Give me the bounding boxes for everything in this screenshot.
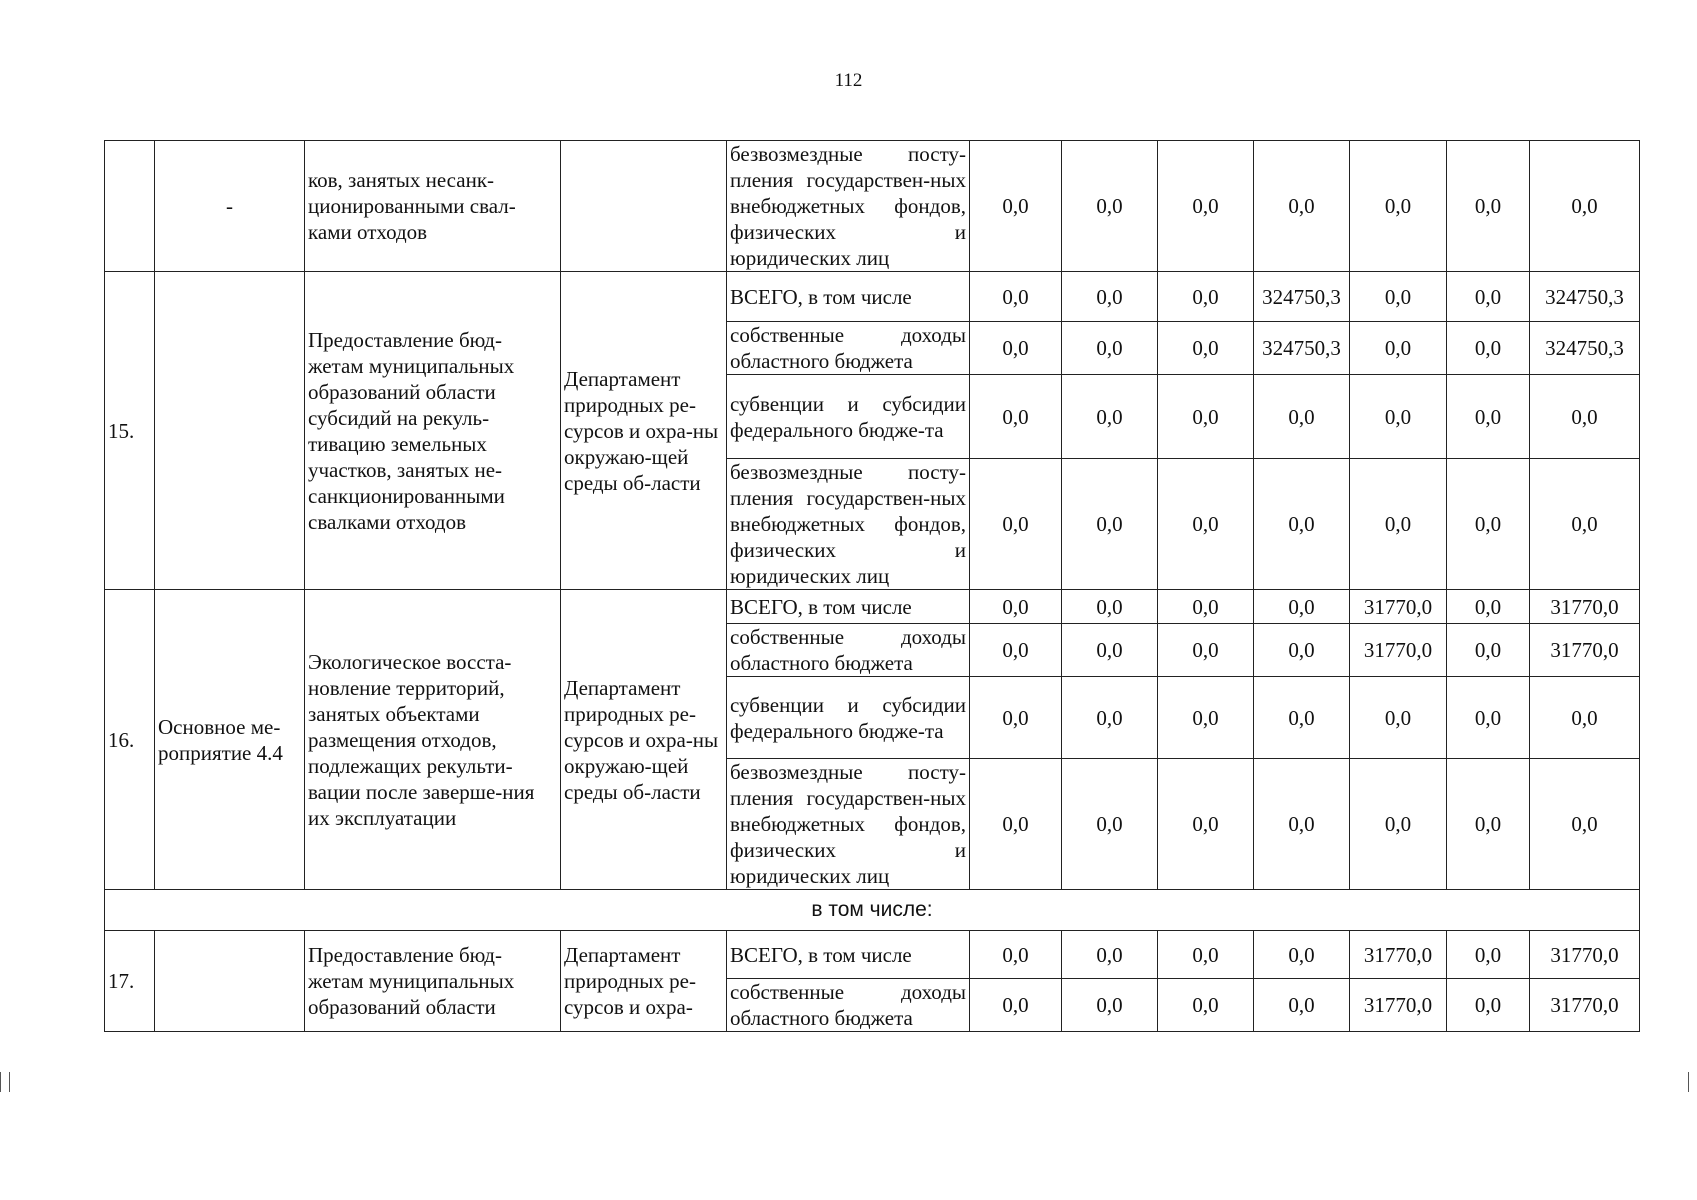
row-number-cell: 17. [105,931,155,1032]
value-cell: 31770,0 [1350,624,1447,677]
value-cell: 324750,3 [1530,322,1640,375]
value-cell: 0,0 [1447,375,1530,459]
value-cell: 0,0 [970,590,1062,624]
value-cell: 0,0 [1158,677,1254,759]
value-cell: 0,0 [1158,624,1254,677]
value-cell: 324750,3 [1254,322,1350,375]
value-cell: 0,0 [1158,459,1254,590]
value-cell: 0,0 [1447,979,1530,1032]
value-cell: 0,0 [1447,624,1530,677]
value-cell: 0,0 [1062,322,1158,375]
value-cell: 0,0 [970,322,1062,375]
row-number-cell: 15. [105,272,155,590]
value-cell: 0,0 [1158,759,1254,890]
value-cell: 0,0 [1254,141,1350,272]
funding-source-cell: субвенции и субсидии федерального бюдже-та [727,677,970,759]
binding-mark-left [0,1072,10,1092]
row-number-cell [105,141,155,272]
value-cell: 0,0 [1447,931,1530,979]
value-cell: 0,0 [1447,141,1530,272]
value-cell: 0,0 [1254,459,1350,590]
value-cell: 0,0 [970,624,1062,677]
value-cell: 0,0 [1254,979,1350,1032]
funding-source-cell: ВСЕГО, в том числе [727,272,970,322]
table-row-continuation [105,141,1640,272]
value-cell: 0,0 [970,979,1062,1032]
value-cell: 0,0 [970,759,1062,890]
value-cell: 0,0 [1530,759,1640,890]
measure-name-cell: Экологическое восста-новление территорий, занятых объектами размещения отходов, подлежащих рекульти-вации после заверше-ния их эксплуатации [305,590,561,890]
funding-source-cell: собственные доходы областного бюджета [727,979,970,1032]
executor-cell: Департамент природных ре-сурсов и охра-ны окружаю-щей среды об-ласти [561,272,727,590]
value-cell: 0,0 [970,677,1062,759]
funding-source-cell: безвозмездные посту-пления государствен-ных внебюджетных фондов, физических и юридических лиц [727,459,970,590]
value-cell: 0,0 [1447,677,1530,759]
value-cell: 0,0 [1158,272,1254,322]
value-cell: 0,0 [1158,931,1254,979]
event-cell [155,272,305,590]
value-cell: 0,0 [1447,459,1530,590]
value-cell: 0,0 [1350,459,1447,590]
value-cell: 324750,3 [1530,272,1640,322]
measure-name-cell: Предоставление бюд-жетам муниципальных образований области субсидий на рекуль-тивацию земельных участков, занятых не-санкционированными свалками отходов [305,272,561,590]
value-cell: 0,0 [1350,141,1447,272]
value-cell: 0,0 [1062,931,1158,979]
funding-source-cell: ВСЕГО, в том числе [727,931,970,979]
value-cell: 0,0 [1350,322,1447,375]
table-row [105,590,1640,624]
value-cell: 0,0 [1350,759,1447,890]
value-cell: 0,0 [1062,272,1158,322]
value-cell: 0,0 [1062,979,1158,1032]
value-cell: 0,0 [1530,141,1640,272]
event-cell: - [155,141,305,272]
value-cell: 0,0 [1350,677,1447,759]
value-cell: 0,0 [1158,141,1254,272]
funding-source-cell: субвенции и субсидии федерального бюдже-та [727,375,970,459]
funding-source-cell: безвозмездные посту-пления государствен-ных внебюджетных фондов, физических и юридических лиц [727,141,970,272]
value-cell: 0,0 [1158,979,1254,1032]
value-cell: 0,0 [1158,322,1254,375]
value-cell: 31770,0 [1350,590,1447,624]
value-cell: 0,0 [1530,375,1640,459]
value-cell: 0,0 [1062,677,1158,759]
value-cell: 0,0 [1158,590,1254,624]
measure-name-cell: ков, занятых несанк-ционированными свал-ками отходов [305,141,561,272]
value-cell: 31770,0 [1530,590,1640,624]
row-number-cell: 16. [105,590,155,890]
value-cell: 0,0 [1254,677,1350,759]
event-cell: Основное ме-роприятие 4.4 [155,590,305,890]
funding-source-cell: безвозмездные посту-пления государствен-ных внебюджетных фондов, физических и юридических лиц [727,759,970,890]
value-cell: 0,0 [1254,931,1350,979]
value-cell: 0,0 [1062,624,1158,677]
value-cell: 0,0 [1062,141,1158,272]
value-cell: 31770,0 [1530,931,1640,979]
value-cell: 0,0 [1254,759,1350,890]
value-cell: 0,0 [1062,590,1158,624]
value-cell: 31770,0 [1530,979,1640,1032]
value-cell: 0,0 [1447,590,1530,624]
event-cell [155,931,305,1032]
executor-cell [561,141,727,272]
value-cell: 324750,3 [1254,272,1350,322]
value-cell: 0,0 [1254,590,1350,624]
value-cell: 0,0 [1447,272,1530,322]
value-cell: 0,0 [1350,272,1447,322]
value-cell: 0,0 [1530,677,1640,759]
value-cell: 0,0 [1350,375,1447,459]
funding-source-cell: собственные доходы областного бюджета [727,624,970,677]
value-cell: 0,0 [970,931,1062,979]
subheading-row [105,890,1640,931]
funding-source-cell: ВСЕГО, в том числе [727,590,970,624]
value-cell: 0,0 [970,272,1062,322]
binding-mark-right [1688,1072,1697,1092]
subheading-cell: в том числе: [105,890,1640,931]
value-cell: 0,0 [1062,459,1158,590]
value-cell: 0,0 [1254,375,1350,459]
value-cell: 31770,0 [1350,931,1447,979]
value-cell: 0,0 [970,459,1062,590]
value-cell: 0,0 [1062,375,1158,459]
value-cell: 0,0 [1447,322,1530,375]
value-cell: 31770,0 [1530,624,1640,677]
table-row [105,931,1640,979]
table-row [105,272,1640,322]
budget-table [104,140,1640,1032]
value-cell: 0,0 [1254,624,1350,677]
executor-cell: Департамент природных ре-сурсов и охра- [561,931,727,1032]
value-cell: 31770,0 [1350,979,1447,1032]
value-cell: 0,0 [970,141,1062,272]
value-cell: 0,0 [1062,759,1158,890]
executor-cell: Департамент природных ре-сурсов и охра-ны окружаю-щей среды об-ласти [561,590,727,890]
page-number: 112 [834,70,863,91]
value-cell: 0,0 [970,375,1062,459]
value-cell: 0,0 [1447,759,1530,890]
measure-name-cell: Предоставление бюд-жетам муниципальных образований области [305,931,561,1032]
value-cell: 0,0 [1158,375,1254,459]
value-cell: 0,0 [1530,459,1640,590]
funding-source-cell: собственные доходы областного бюджета [727,322,970,375]
